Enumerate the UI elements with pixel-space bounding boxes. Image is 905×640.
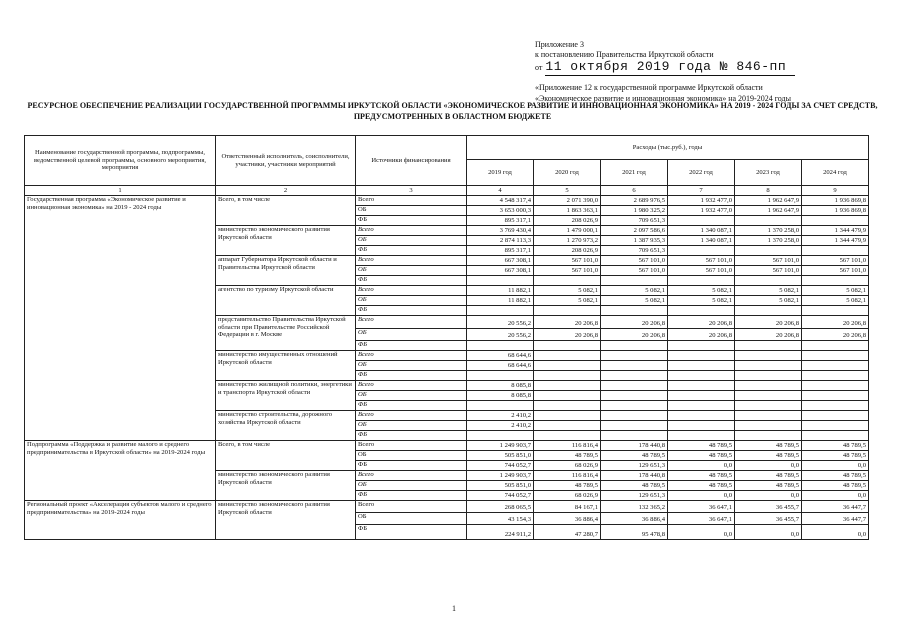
executor-cell: министерство экономического развития Иркутской области (216, 471, 356, 501)
value-cell (735, 216, 802, 226)
column-number: 9 (802, 186, 869, 196)
value-cell: 1 340 087,1 (668, 226, 735, 236)
value-cell: 5 082,1 (668, 286, 735, 296)
value-cell: 567 101,0 (802, 256, 869, 266)
source-cell: ОБ (356, 481, 467, 491)
value-cell: 68 644,6 (467, 361, 534, 371)
value-cell: 1 962 647,9 (735, 206, 802, 216)
value-cell: 0,0 (802, 491, 869, 501)
value-cell (802, 276, 869, 286)
value-cell (601, 421, 668, 431)
value-cell: 1 249 903,7 (467, 441, 534, 451)
value-cell: 2 097 586,6 (601, 226, 668, 236)
table-row (25, 196, 869, 206)
value-cell: 667 308,1 (467, 266, 534, 276)
header-source: Источники финансирования (356, 136, 467, 186)
document-title: РЕСУРСНОЕ ОБЕСПЕЧЕНИЕ РЕАЛИЗАЦИИ ГОСУДАРСТВЕННОЙ ПРОГРАММЫ ИРКУТСКОЙ ОБЛАСТИ «ЭКОНОМИЧЕСКОЕ РАЗВИТИЕ И ИННОВАЦИОННАЯ ЭКОНОМИКА» НА 2019 - 2024 ГОДЫ ЗА СЧЕТ СРЕДСТВ, ПРЕДУСМОТРЕННЫХ В ОБЛАСТНОМ БЮДЖЕТЕ (27, 101, 878, 121)
value-cell (534, 276, 601, 286)
column-number-row (25, 186, 869, 196)
value-cell: 5 082,1 (534, 296, 601, 306)
value-cell (668, 391, 735, 401)
header-year: 2020 год (534, 160, 601, 186)
value-cell (668, 216, 735, 226)
value-cell (534, 391, 601, 401)
value-cell: 48 789,5 (601, 481, 668, 491)
executor-cell: министерство экономического развития Иркутской области (216, 501, 356, 540)
value-cell (534, 306, 601, 316)
value-cell: 505 851,0 (467, 451, 534, 461)
value-cell: 567 101,0 (802, 266, 869, 276)
value-cell (668, 411, 735, 421)
header-year: 2019 год (467, 160, 534, 186)
value-cell (668, 421, 735, 431)
executor-cell: агентство по туризму Иркутской области (216, 286, 356, 316)
value-cell (802, 341, 869, 351)
value-cell: 116 816,4 (534, 441, 601, 451)
source-cell: ФБ (356, 246, 467, 256)
value-cell: 5 082,1 (802, 286, 869, 296)
header-year: 2022 год (668, 160, 735, 186)
value-cell: 48 789,5 (802, 441, 869, 451)
appendix-ref-1: «Приложение 12 к государственной программе Иркутской области (535, 82, 763, 92)
source-cell: ОБ (356, 266, 467, 276)
header-executor: Ответственный исполнитель, соисполнители, участники, участники мероприятий (216, 136, 356, 186)
executor-cell: аппарат Губернатора Иркутской области и Правительства Иркутской области (216, 256, 356, 286)
resource-table (24, 135, 869, 540)
value-cell: 1 932 477,0 (668, 206, 735, 216)
value-cell (802, 306, 869, 316)
header-year: 2024 год (802, 160, 869, 186)
source-cell: ФБ (356, 341, 467, 351)
source-cell: Всего (356, 351, 467, 361)
value-cell (534, 411, 601, 421)
value-cell (735, 381, 802, 391)
value-cell (534, 431, 601, 441)
executor-cell: Всего, в том числе (216, 441, 356, 471)
value-cell: 84 167,1 (534, 501, 601, 513)
executor-cell: министерство экономического развития Иркутской области (216, 226, 356, 256)
value-cell: 567 101,0 (534, 256, 601, 266)
value-cell: 20 206,8 (735, 316, 802, 329)
executor-cell: представительство Правительства Иркутской области при Правительстве Российской Федерации в г. Москве (216, 316, 356, 351)
source-cell: Всего (356, 381, 467, 391)
value-cell: 36 886,4 (601, 513, 668, 525)
column-number: 2 (216, 186, 356, 196)
value-cell: 5 082,1 (601, 286, 668, 296)
value-cell (534, 351, 601, 361)
appendix-date-prefix: от (535, 63, 543, 73)
value-cell (534, 361, 601, 371)
value-cell: 567 101,0 (534, 266, 601, 276)
column-number: 4 (467, 186, 534, 196)
value-cell: 48 789,5 (735, 451, 802, 461)
value-cell: 667 308,1 (467, 256, 534, 266)
value-cell: 0,0 (668, 491, 735, 501)
value-cell: 20 206,8 (735, 329, 802, 341)
value-cell: 36 455,7 (735, 513, 802, 525)
value-cell: 208 026,9 (534, 246, 601, 256)
value-cell: 36 647,1 (668, 513, 735, 525)
source-cell: ФБ (356, 371, 467, 381)
value-cell: 129 651,3 (601, 491, 668, 501)
source-cell: ФБ (356, 216, 467, 226)
value-cell (467, 276, 534, 286)
value-cell: 48 789,5 (534, 451, 601, 461)
value-cell: 36 447,7 (802, 513, 869, 525)
value-cell: 1 387 935,3 (601, 236, 668, 246)
value-cell: 11 882,1 (467, 296, 534, 306)
value-cell: 2 874 113,3 (467, 236, 534, 246)
value-cell (668, 401, 735, 411)
value-cell (668, 371, 735, 381)
value-cell: 11 882,1 (467, 286, 534, 296)
page-number: 1 (452, 604, 456, 613)
column-number: 8 (735, 186, 802, 196)
source-cell: ФБ (356, 461, 467, 471)
value-cell: 0,0 (735, 525, 802, 540)
value-cell (534, 421, 601, 431)
value-cell: 116 816,4 (534, 471, 601, 481)
value-cell (601, 381, 668, 391)
header-program: Наименование государственной программы, подпрограммы, ведомственной целевой программы, основного мероприятия, мероприятия (25, 136, 216, 186)
value-cell (601, 306, 668, 316)
appendix-block (535, 40, 875, 105)
value-cell: 36 447,7 (802, 501, 869, 513)
value-cell: 0,0 (668, 461, 735, 471)
value-cell: 2 689 976,5 (601, 196, 668, 206)
value-cell (735, 401, 802, 411)
value-cell: 20 206,8 (668, 329, 735, 341)
appendix-line-1: Приложение 3 (535, 40, 584, 49)
table-row (25, 501, 869, 513)
value-cell: 208 026,9 (534, 216, 601, 226)
value-cell: 1 370 258,0 (735, 226, 802, 236)
value-cell: 68 026,9 (534, 491, 601, 501)
value-cell: 567 101,0 (601, 256, 668, 266)
program-name-cell: Государственная программа «Экономическое развитие и инновационная экономика» на 2019 - 2024 годы (25, 196, 216, 441)
source-cell: ФБ (356, 401, 467, 411)
value-cell (802, 351, 869, 361)
header-year: 2023 год (735, 160, 802, 186)
value-cell: 1 980 325,2 (601, 206, 668, 216)
appendix-line-2: к постановлению Правительства Иркутской области (535, 49, 714, 59)
source-cell: ФБ (356, 525, 467, 540)
value-cell: 20 206,8 (802, 316, 869, 329)
value-cell: 1 270 973,2 (534, 236, 601, 246)
value-cell: 709 651,3 (601, 246, 668, 256)
table-row (25, 441, 869, 451)
column-number: 7 (668, 186, 735, 196)
value-cell: 2 410,2 (467, 421, 534, 431)
value-cell: 48 789,5 (802, 471, 869, 481)
value-cell (802, 421, 869, 431)
header-year: 2021 год (601, 160, 668, 186)
value-cell (802, 411, 869, 421)
value-cell: 5 082,1 (534, 286, 601, 296)
executor-cell: министерство имущественных отношений Иркутской области (216, 351, 356, 381)
value-cell (802, 431, 869, 441)
column-number: 3 (356, 186, 467, 196)
column-number: 6 (601, 186, 668, 196)
value-cell: 178 440,8 (601, 441, 668, 451)
value-cell (467, 371, 534, 381)
value-cell: 744 052,7 (467, 461, 534, 471)
value-cell: 4 548 317,4 (467, 196, 534, 206)
value-cell (467, 401, 534, 411)
value-cell (735, 351, 802, 361)
source-cell: Всего (356, 441, 467, 451)
value-cell: 20 206,8 (601, 329, 668, 341)
value-cell: 5 082,1 (802, 296, 869, 306)
value-cell: 0,0 (735, 461, 802, 471)
value-cell (601, 361, 668, 371)
value-cell (802, 401, 869, 411)
value-cell: 2 410,2 (467, 411, 534, 421)
value-cell: 567 101,0 (601, 266, 668, 276)
value-cell: 895 317,1 (467, 216, 534, 226)
value-cell: 5 082,1 (668, 296, 735, 306)
value-cell: 20 206,8 (668, 316, 735, 329)
value-cell: 47 280,7 (534, 525, 601, 540)
value-cell: 0,0 (802, 525, 869, 540)
value-cell: 1 249 903,7 (467, 471, 534, 481)
value-cell: 1 936 869,8 (802, 206, 869, 216)
value-cell: 68 026,9 (534, 461, 601, 471)
value-cell (735, 431, 802, 441)
value-cell: 95 478,8 (601, 525, 668, 540)
executor-cell: министерство жилищной политики, энергетики и транспорта Иркутской области (216, 381, 356, 411)
source-cell: ОБ (356, 206, 467, 216)
value-cell: 20 206,8 (534, 316, 601, 329)
value-cell: 36 886,4 (534, 513, 601, 525)
value-cell (668, 431, 735, 441)
source-cell: Всего (356, 316, 467, 329)
handwritten-date: 11 октября 2019 года № 846-пп (545, 59, 795, 76)
value-cell: 178 440,8 (601, 471, 668, 481)
source-cell: Всего (356, 256, 467, 266)
value-cell (735, 371, 802, 381)
column-number: 5 (534, 186, 601, 196)
value-cell: 68 644,6 (467, 351, 534, 361)
value-cell: 48 789,5 (735, 471, 802, 481)
value-cell: 709 651,3 (601, 216, 668, 226)
executor-cell: министерство строительства, дорожного хозяйства Иркутской области (216, 411, 356, 441)
source-cell: ОБ (356, 421, 467, 431)
value-cell (534, 371, 601, 381)
source-cell: ОБ (356, 329, 467, 341)
value-cell (735, 411, 802, 421)
value-cell: 5 082,1 (601, 296, 668, 306)
source-cell: Всего (356, 226, 467, 236)
value-cell (601, 276, 668, 286)
value-cell (601, 371, 668, 381)
value-cell (668, 276, 735, 286)
value-cell (735, 341, 802, 351)
value-cell: 48 789,5 (668, 451, 735, 461)
source-cell: ОБ (356, 361, 467, 371)
value-cell: 567 101,0 (668, 256, 735, 266)
value-cell: 567 101,0 (668, 266, 735, 276)
value-cell: 20 556,2 (467, 329, 534, 341)
table-body (25, 186, 869, 540)
value-cell: 36 455,7 (735, 501, 802, 513)
value-cell: 2 071 390,0 (534, 196, 601, 206)
value-cell (802, 371, 869, 381)
value-cell: 268 065,5 (467, 501, 534, 513)
value-cell: 744 052,7 (467, 491, 534, 501)
value-cell (467, 431, 534, 441)
value-cell: 48 789,5 (668, 471, 735, 481)
value-cell (802, 216, 869, 226)
value-cell: 0,0 (668, 525, 735, 540)
value-cell: 1 344 479,9 (802, 226, 869, 236)
value-cell: 1 340 087,1 (668, 236, 735, 246)
value-cell (668, 381, 735, 391)
value-cell: 895 317,1 (467, 246, 534, 256)
value-cell (668, 246, 735, 256)
value-cell: 20 556,2 (467, 316, 534, 329)
program-name-cell: Региональный проект «Акселерация субъектов малого и среднего предпринимательства» на 2019-2024 годы (25, 501, 216, 540)
value-cell (735, 361, 802, 371)
value-cell: 1 936 869,8 (802, 196, 869, 206)
value-cell (601, 401, 668, 411)
value-cell: 1 932 477,0 (668, 196, 735, 206)
value-cell: 36 647,1 (668, 501, 735, 513)
value-cell: 1 863 363,1 (534, 206, 601, 216)
value-cell: 1 370 258,0 (735, 236, 802, 246)
source-cell: ФБ (356, 431, 467, 441)
value-cell: 43 154,3 (467, 513, 534, 525)
source-cell: ОБ (356, 451, 467, 461)
value-cell: 8 085,8 (467, 381, 534, 391)
value-cell: 48 789,5 (802, 451, 869, 461)
value-cell: 20 206,8 (802, 329, 869, 341)
header-expenses: Расходы (тыс.руб.), годы (467, 136, 869, 160)
appendix-date-line (535, 59, 875, 76)
value-cell (735, 391, 802, 401)
value-cell (802, 246, 869, 256)
value-cell (735, 306, 802, 316)
value-cell: 1 344 479,9 (802, 236, 869, 246)
appendix-ref-2: «Экономическое развитие и инновационная экономика» на 2019-2024 годы (535, 94, 791, 104)
source-cell: Всего (356, 471, 467, 481)
value-cell: 48 789,5 (534, 481, 601, 491)
source-cell: Всего (356, 501, 467, 513)
value-cell: 3 653 000,3 (467, 206, 534, 216)
value-cell: 567 101,0 (735, 256, 802, 266)
value-cell (601, 411, 668, 421)
value-cell: 0,0 (802, 461, 869, 471)
value-cell (467, 341, 534, 351)
value-cell: 224 911,2 (467, 525, 534, 540)
column-number: 1 (25, 186, 216, 196)
value-cell: 48 789,5 (668, 441, 735, 451)
value-cell: 1 962 647,9 (735, 196, 802, 206)
value-cell (668, 351, 735, 361)
executor-cell: Всего, в том числе (216, 196, 356, 226)
value-cell (668, 361, 735, 371)
source-cell: ФБ (356, 306, 467, 316)
value-cell (802, 391, 869, 401)
value-cell (668, 341, 735, 351)
value-cell: 20 206,8 (601, 316, 668, 329)
value-cell (735, 276, 802, 286)
value-cell (668, 306, 735, 316)
source-cell: ОБ (356, 391, 467, 401)
value-cell (802, 361, 869, 371)
value-cell (601, 391, 668, 401)
value-cell (601, 341, 668, 351)
value-cell: 48 789,5 (601, 451, 668, 461)
value-cell: 132 365,2 (601, 501, 668, 513)
value-cell (601, 431, 668, 441)
value-cell: 48 789,5 (735, 481, 802, 491)
value-cell: 20 206,8 (534, 329, 601, 341)
source-cell: Всего (356, 411, 467, 421)
value-cell: 5 082,1 (735, 286, 802, 296)
value-cell: 5 082,1 (735, 296, 802, 306)
value-cell: 48 789,5 (735, 441, 802, 451)
source-cell: ОБ (356, 513, 467, 525)
value-cell: 1 479 000,1 (534, 226, 601, 236)
value-cell (735, 246, 802, 256)
source-cell: Всего (356, 286, 467, 296)
value-cell: 48 789,5 (668, 481, 735, 491)
value-cell (534, 381, 601, 391)
value-cell (735, 421, 802, 431)
value-cell: 505 851,0 (467, 481, 534, 491)
value-cell: 3 769 430,4 (467, 226, 534, 236)
value-cell (601, 351, 668, 361)
value-cell (534, 401, 601, 411)
value-cell: 48 789,5 (802, 481, 869, 491)
source-cell: Всего (356, 196, 467, 206)
value-cell: 567 101,0 (735, 266, 802, 276)
value-cell (534, 341, 601, 351)
value-cell (802, 381, 869, 391)
source-cell: ОБ (356, 236, 467, 246)
program-name-cell: Подпрограмма «Поддержка и развитие малого и среднего предпринимательства в Иркутской области» на 2019-2024 годы (25, 441, 216, 501)
value-cell: 8 085,8 (467, 391, 534, 401)
source-cell: ОБ (356, 296, 467, 306)
value-cell (467, 306, 534, 316)
value-cell: 129 651,3 (601, 461, 668, 471)
value-cell: 0,0 (735, 491, 802, 501)
source-cell: ФБ (356, 491, 467, 501)
source-cell: ФБ (356, 276, 467, 286)
